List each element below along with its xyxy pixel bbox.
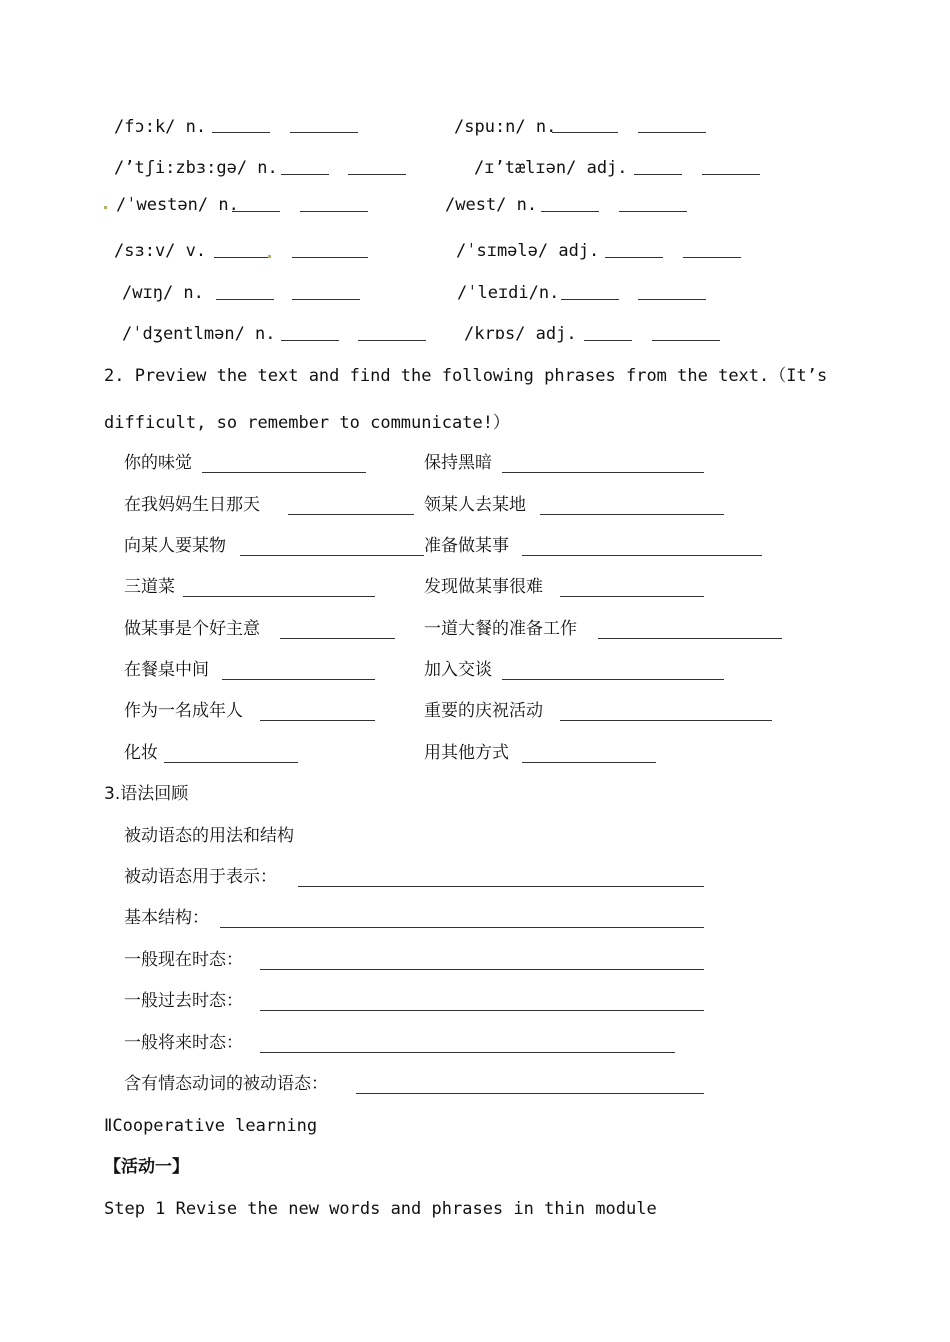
answer-line[interactable] (540, 514, 724, 515)
answer-line[interactable] (220, 927, 704, 928)
answer-line[interactable] (348, 174, 406, 175)
vocab-phonetic: /ˈdʒentlmən/ n. (122, 324, 276, 344)
answer-line[interactable] (522, 555, 762, 556)
answer-line[interactable] (552, 132, 618, 133)
grammar-prompt: 被动语态用于表示： (124, 867, 277, 887)
step-1-instruction: Step 1 Revise the new words and phrases in thin module (104, 1199, 657, 1219)
vocab-phonetic: /wɪŋ/ n. (122, 283, 204, 303)
phrase-prompt: 三道菜 (124, 577, 175, 597)
phrase-prompt: 领某人去某地 (424, 495, 526, 515)
phrase-prompt: 加入交谈 (424, 660, 492, 680)
phrase-prompt: 做某事是个好主意 (124, 619, 260, 639)
answer-line[interactable] (260, 720, 375, 721)
section-3-title: 3.语法回顾 (104, 784, 189, 804)
stray-mark (104, 206, 107, 209)
phrase-prompt: 重要的庆祝活动 (424, 701, 543, 721)
answer-line[interactable] (298, 886, 704, 887)
answer-line[interactable] (260, 969, 704, 970)
vocab-phonetic: /ɪ’tælɪən/ adj. (474, 158, 628, 178)
phrase-prompt: 准备做某事 (424, 536, 509, 556)
vocab-phonetic: /ˈsɪmələ/ adj. (456, 241, 600, 261)
answer-line[interactable] (281, 174, 329, 175)
phrase-prompt: 向某人要某物 (124, 536, 226, 556)
phrase-prompt: 发现做某事很难 (424, 577, 543, 597)
answer-line[interactable] (202, 472, 366, 473)
vocab-phonetic: /ˈleɪdi/n. (457, 283, 560, 303)
activity-heading: 【活动一】 (104, 1157, 189, 1177)
answer-line[interactable] (683, 257, 741, 258)
answer-line[interactable] (214, 257, 270, 258)
answer-line[interactable] (292, 299, 360, 300)
answer-line[interactable] (598, 638, 782, 639)
answer-line[interactable] (222, 679, 375, 680)
answer-line[interactable] (288, 514, 414, 515)
answer-line[interactable] (260, 1010, 704, 1011)
answer-line[interactable] (702, 174, 760, 175)
phrase-prompt: 保持黑暗 (424, 453, 492, 473)
answer-line[interactable] (605, 257, 663, 258)
phrase-prompt: 作为一名成年人 (124, 701, 243, 721)
vocab-phonetic: /sɜ:v/ v. (114, 241, 207, 261)
answer-line[interactable] (619, 211, 687, 212)
part-2-heading: ⅡCooperative learning (104, 1116, 318, 1136)
phrase-prompt: 化妆 (124, 743, 158, 763)
answer-line[interactable] (300, 211, 368, 212)
answer-line[interactable] (356, 1093, 704, 1094)
answer-line[interactable] (502, 472, 704, 473)
answer-line[interactable] (240, 555, 424, 556)
answer-line[interactable] (216, 299, 274, 300)
answer-line[interactable] (561, 299, 619, 300)
answer-line[interactable] (358, 340, 426, 341)
answer-line[interactable] (183, 596, 375, 597)
vocab-phonetic: /spu:n/ n. (454, 117, 557, 137)
grammar-prompt: 一般现在时态： (124, 950, 243, 970)
grammar-prompt: 基本结构： (124, 908, 209, 928)
vocab-phonetic: /ˈwestən/ n. (116, 195, 239, 215)
phrase-prompt: 你的味觉 (124, 453, 192, 473)
answer-line[interactable] (212, 132, 270, 133)
answer-line[interactable] (560, 596, 704, 597)
section-2-instruction: 2. Preview the text and find the following phrases from the text.（It’s (104, 366, 828, 386)
answer-line[interactable] (502, 679, 724, 680)
phrase-prompt: 一道大餐的准备工作 (424, 619, 577, 639)
answer-line[interactable] (652, 340, 720, 341)
answer-line[interactable] (541, 211, 599, 212)
section-2-instruction-cont: difficult, so remember to communicate!） (104, 413, 510, 433)
phrase-prompt: 用其他方式 (424, 743, 509, 763)
answer-line[interactable] (522, 762, 656, 763)
answer-line[interactable] (280, 638, 395, 639)
phrase-prompt: 在我妈妈生日那天 (124, 495, 260, 515)
grammar-prompt: 一般将来时态： (124, 1033, 243, 1053)
answer-line[interactable] (290, 132, 358, 133)
answer-line[interactable] (584, 340, 632, 341)
answer-line[interactable] (232, 211, 280, 212)
grammar-prompt: 一般过去时态： (124, 991, 243, 1011)
grammar-prompt: 含有情态动词的被动语态： (124, 1074, 328, 1094)
answer-line[interactable] (560, 720, 772, 721)
vocab-phonetic: /’tʃi:zbɜ:gə/ n. (114, 158, 278, 178)
answer-line[interactable] (281, 340, 339, 341)
answer-line[interactable] (164, 762, 298, 763)
vocab-phonetic: /west/ n. (445, 195, 538, 215)
answer-line[interactable] (292, 257, 368, 258)
answer-line[interactable] (634, 174, 682, 175)
stray-mark (268, 255, 271, 258)
phrase-prompt: 在餐桌中间 (124, 660, 209, 680)
vocab-phonetic: /krɒs/ adj. (464, 324, 577, 344)
answer-line[interactable] (638, 132, 706, 133)
answer-line[interactable] (638, 299, 706, 300)
grammar-subtitle: 被动语态的用法和结构 (124, 826, 294, 846)
vocab-phonetic: /fɔ:k/ n. (114, 117, 207, 137)
answer-line[interactable] (260, 1052, 675, 1053)
